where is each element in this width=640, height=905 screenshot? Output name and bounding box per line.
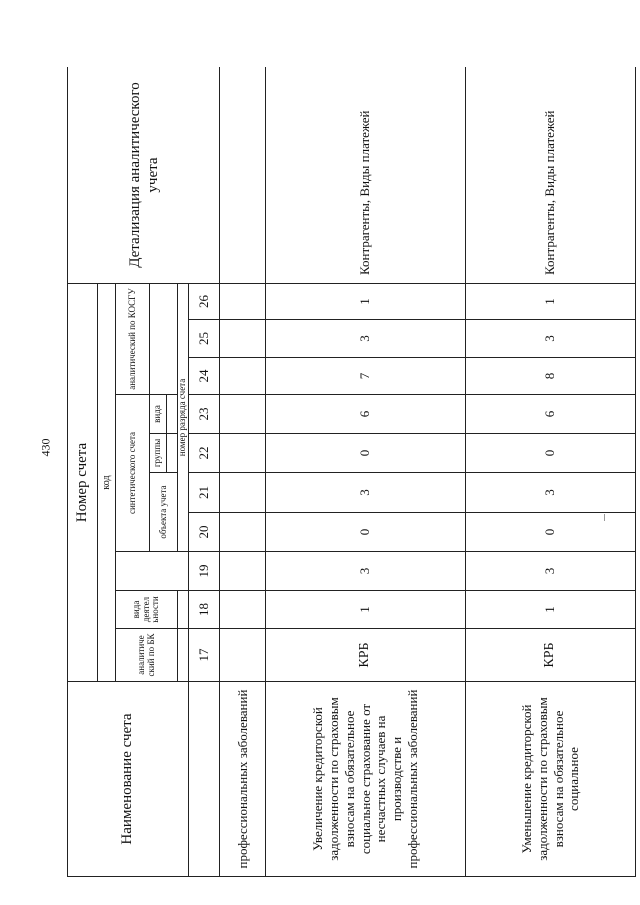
digit-21: 3 <box>266 473 466 513</box>
digit-18 <box>220 591 266 629</box>
krb-code: КРБ <box>466 629 636 682</box>
header-empty-vid <box>167 395 178 434</box>
account-name: Увеличение кредиторской задолженности по страховым взносам на обязательное социальное страхование от несчастных случаев на производстве и профессиональных заболеваний <box>266 682 466 877</box>
header-obj: объекта учета <box>150 473 178 552</box>
column-number: 24 <box>189 358 220 395</box>
column-number: 19 <box>189 552 220 591</box>
table-row <box>466 67 636 877</box>
rotated-table-wrapper <box>67 67 637 877</box>
digit-21: 3 <box>466 473 636 513</box>
header-empty-19 <box>116 552 189 591</box>
column-number: 21 <box>189 473 220 513</box>
digit-22 <box>220 434 266 473</box>
digit-24: 8 <box>466 358 636 395</box>
header-analytic-kosgu: аналитический по КОСГУ <box>116 284 150 395</box>
account-name: профессиональных заболеваний <box>220 682 266 877</box>
header-vid: вида <box>150 395 167 434</box>
detail-text: Контрагенты, Виды платежей <box>266 67 466 284</box>
header-detail: Детализация аналитического учета <box>68 67 220 284</box>
digit-20 <box>220 513 266 552</box>
page-number: 430 <box>38 438 53 457</box>
digit-24 <box>220 358 266 395</box>
column-number: 18 <box>189 591 220 629</box>
detail-text <box>220 67 266 284</box>
digit-20: 0 <box>266 513 466 552</box>
digit-19: 3 <box>266 552 466 591</box>
digit-21 <box>220 473 266 513</box>
digit-26: 1 <box>466 284 636 320</box>
header-analytic-bk: аналитиче ский по БК <box>116 629 178 682</box>
accounts-table <box>67 67 636 877</box>
digit-20: 0 <box>466 513 636 552</box>
digit-18: 1 <box>266 591 466 629</box>
account-name: Уменьшение кредиторской задолженности по страховым взносам на обязательное социальное <box>466 682 636 877</box>
column-number: 25 <box>189 320 220 358</box>
column-number: 22 <box>189 434 220 473</box>
table-row <box>220 67 266 877</box>
digit-23 <box>220 395 266 434</box>
krb-code <box>220 629 266 682</box>
column-number: 17 <box>189 629 220 682</box>
header-empty-name-num <box>189 682 220 877</box>
header-kod: код <box>98 284 116 682</box>
digit-25: 3 <box>266 320 466 358</box>
header-empty-kosgu <box>150 284 178 395</box>
krb-code: КРБ <box>266 629 466 682</box>
header-empty-grp <box>167 434 178 473</box>
header-vid-deyat: вида деятел ьности <box>116 591 178 629</box>
column-number: 20 <box>189 513 220 552</box>
digit-23: 6 <box>466 395 636 434</box>
table-row <box>266 67 466 877</box>
rotated-table <box>67 67 637 877</box>
digit-19: 3 <box>466 552 636 591</box>
digit-25: 3 <box>466 320 636 358</box>
header-number: Номер счета <box>68 284 98 682</box>
header-name: Наименование счета <box>68 682 189 877</box>
digit-26: 1 <box>266 284 466 320</box>
digit-18: 1 <box>466 591 636 629</box>
column-number: 26 <box>189 284 220 320</box>
digit-19 <box>220 552 266 591</box>
header-empty-17 <box>178 629 189 682</box>
header-razryad: номер разряда счета <box>178 284 189 552</box>
header-synthetic: синтетического счета <box>116 395 150 552</box>
digit-24: 7 <box>266 358 466 395</box>
header-row-1 <box>68 67 98 877</box>
header-empty-18 <box>178 591 189 629</box>
header-grp: группы <box>150 434 167 473</box>
digit-22: 0 <box>466 434 636 473</box>
digit-22: 0 <box>266 434 466 473</box>
digit-23: 6 <box>266 395 466 434</box>
digit-25 <box>220 320 266 358</box>
digit-26 <box>220 284 266 320</box>
column-number: 23 <box>189 395 220 434</box>
detail-text: Контрагенты, Виды платежей <box>466 67 636 284</box>
